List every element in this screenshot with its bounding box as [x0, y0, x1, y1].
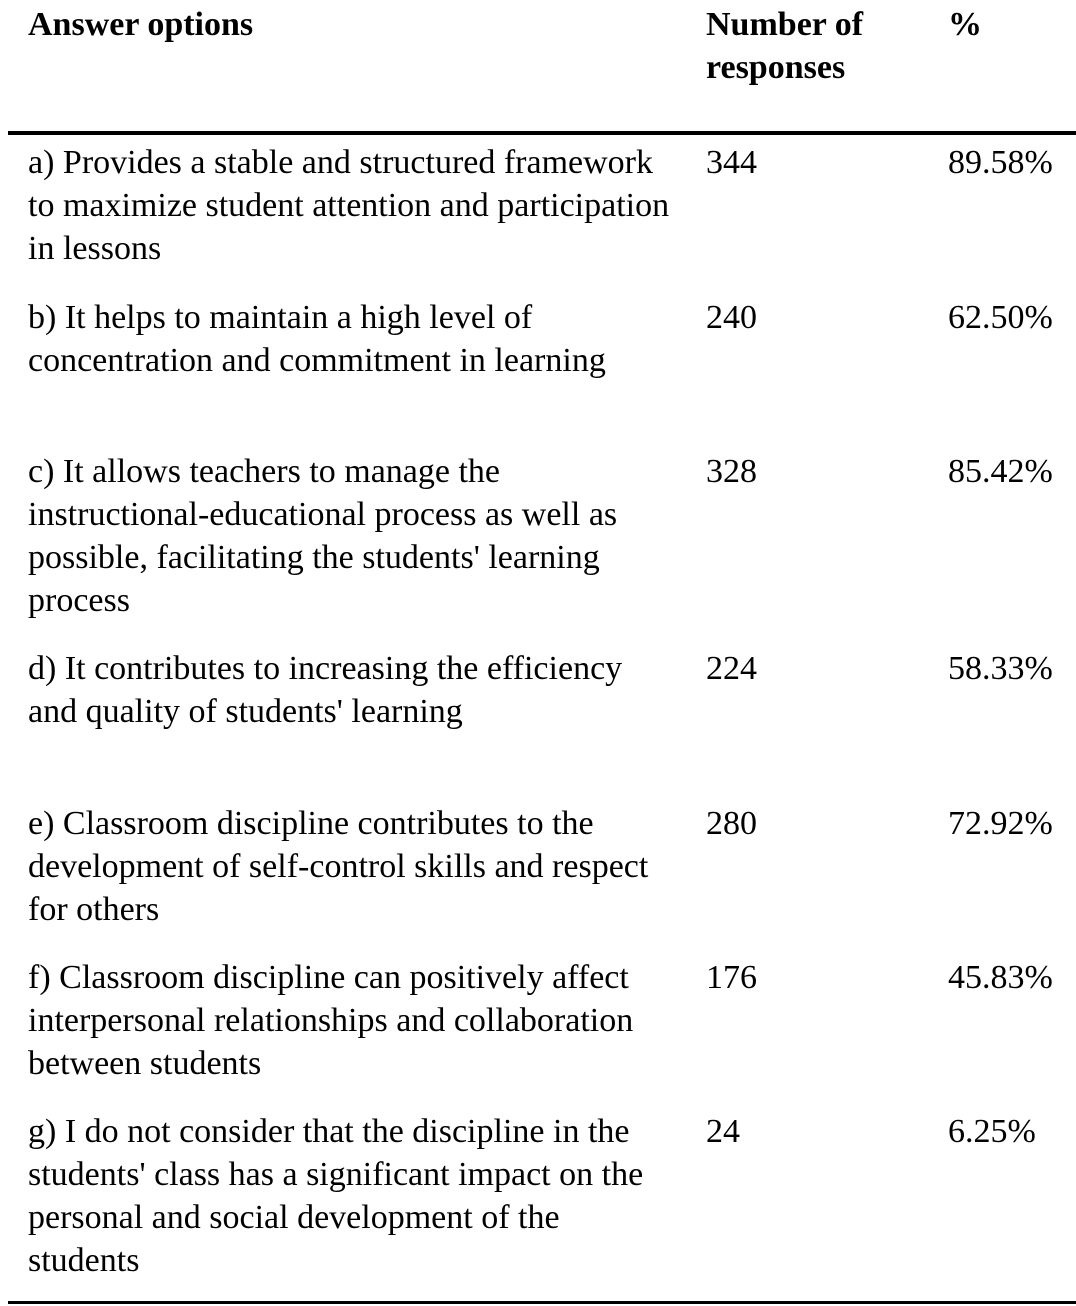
answer-option-cell: g) I do not consider that the discipline in the students' class has a significant impact on the personal and social development of the students [28, 1113, 644, 1279]
header-number-of-responses: Number of responses [706, 6, 864, 86]
response-count-cell: 280 [706, 805, 757, 842]
response-percent-cell: 62.50% [948, 299, 1053, 336]
response-percent-cell: 6.25% [948, 1113, 1036, 1150]
response-percent-cell: 72.92% [948, 805, 1053, 842]
response-percent-cell: 89.58% [948, 144, 1053, 181]
table-header [8, 0, 1076, 135]
answer-option-cell: f) Classroom discipline can positively affect interpersonal relationships and collaboration between students [28, 959, 634, 1082]
response-percent-cell: 85.42% [948, 453, 1053, 490]
answer-option-cell: a) Provides a stable and structured framework to maximize student attention and participation in lessons [28, 144, 670, 267]
header-percent: % [948, 6, 982, 43]
answer-option-cell: d) It contributes to increasing the efficiency and quality of students' learning [28, 650, 623, 730]
answer-option-cell: c) It allows teachers to manage the instructional-educational process as well as possible, facilitating the students' learning process [28, 453, 618, 619]
answer-option-cell: e) Classroom discipline contributes to the development of self-control skills and respect for others [28, 805, 649, 928]
response-percent-cell: 58.33% [948, 650, 1053, 687]
response-count-cell: 176 [706, 959, 757, 996]
table-bottom-rule [8, 1301, 1076, 1304]
header-answer-options: Answer options [28, 6, 254, 43]
responses-table [8, 0, 1076, 1279]
response-percent-cell: 45.83% [948, 959, 1053, 996]
response-count-cell: 224 [706, 650, 757, 687]
response-count-cell: 344 [706, 144, 757, 181]
response-count-cell: 328 [706, 453, 757, 490]
response-count-cell: 240 [706, 299, 757, 336]
response-count-cell: 24 [706, 1113, 740, 1150]
answer-option-cell: b) It helps to maintain a high level of concentration and commitment in learning [28, 299, 606, 379]
